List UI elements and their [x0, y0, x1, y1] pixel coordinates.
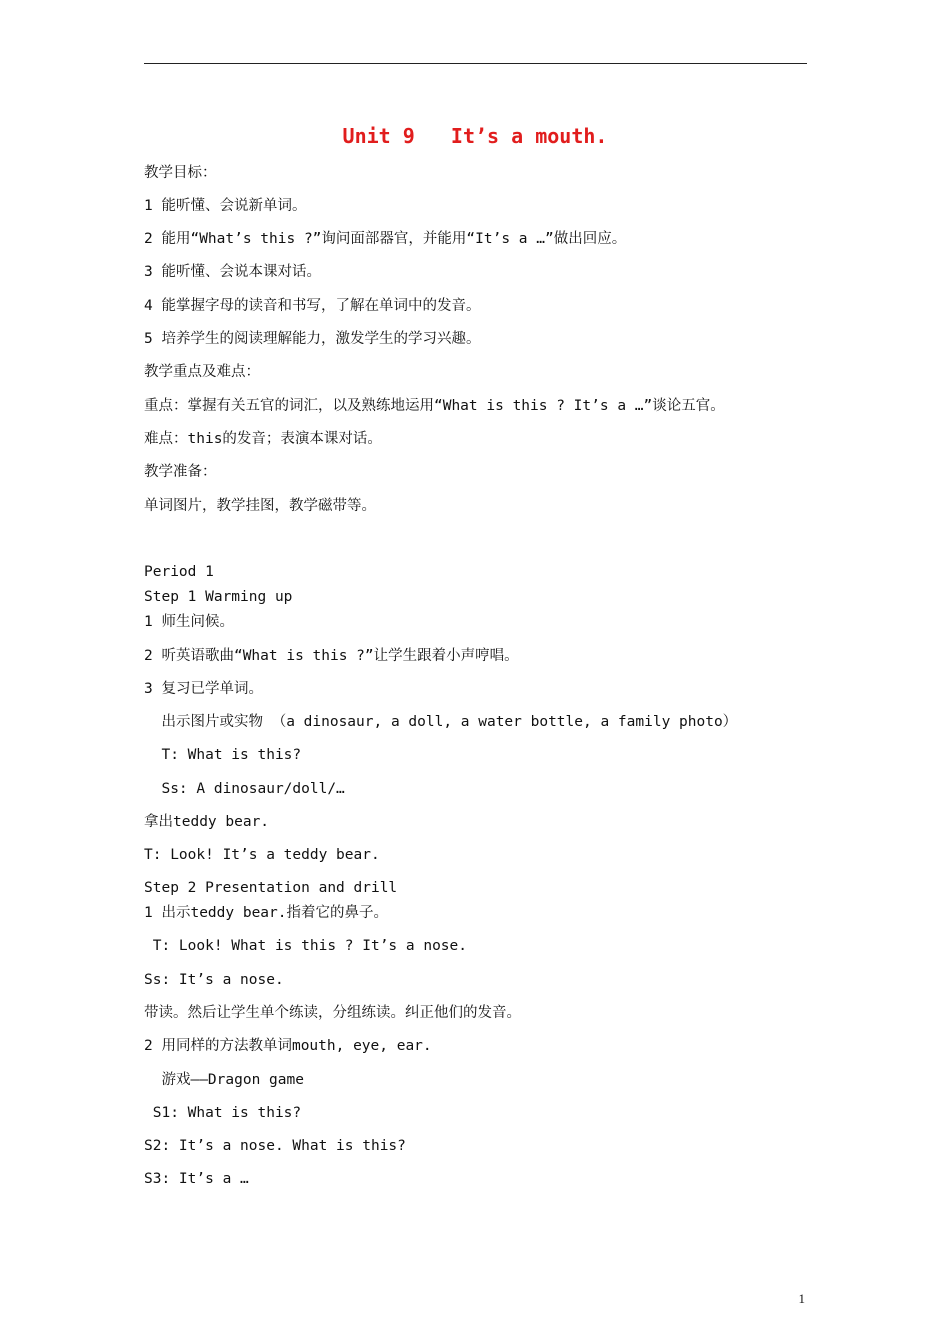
text-line: 4 能掌握字母的读音和书写，了解在单词中的发音。: [144, 298, 481, 314]
text-line: T: What is this?: [144, 747, 302, 763]
text-line: Ss: It’s a nose.: [144, 972, 284, 988]
text-line: 教学目标：: [144, 165, 217, 181]
text-line: 拿出teddy bear.: [144, 814, 270, 830]
text-line: 重点：掌握有关五官的词汇，以及熟练地运用“What is this ? It’s a …”谈论五官。: [144, 398, 725, 414]
text-line: T: Look! It’s a teddy bear.: [144, 847, 380, 863]
text-line: 单词图片，教学挂图，教学磁带等。: [144, 498, 376, 514]
text-line: 带读。然后让学生单个练读，分组练读。纠正他们的发音。: [144, 1005, 521, 1021]
text-line: 教学重点及难点：: [144, 364, 260, 380]
text-line: 3 能听懂、会说本课对话。: [144, 264, 321, 280]
text-line: 2 能用“What’s this ?”询问面部器官，并能用“It’s a …”做出回应。: [144, 231, 627, 247]
text-line: 2 听英语歌曲“What is this ?”让学生跟着小声哼唱。: [144, 648, 519, 664]
text-line: 出示图片或实物 （a dinosaur, a doll, a water bottle, a family photo）: [144, 714, 738, 730]
text-line: 1 能听懂、会说新单词。: [144, 198, 307, 214]
text-line: T: Look! What is this ? It’s a nose.: [144, 938, 468, 954]
text-line: S2: It’s a nose. What is this?: [144, 1138, 406, 1154]
text-line: 教学准备：: [144, 464, 217, 480]
text-line: S3: It’s a …: [144, 1171, 249, 1187]
text-line: 2 用同样的方法教单词mouth, eye, ear.: [144, 1038, 432, 1054]
text-line: 1 师生问候。: [144, 614, 234, 630]
text-line: 5 培养学生的阅读理解能力，激发学生的学习兴趣。: [144, 331, 481, 347]
text-line: 难点：this的发音；表演本课对话。: [144, 431, 382, 447]
document-title: Unit 9 It’s a mouth.: [342, 124, 608, 148]
text-line: 1 出示teddy bear.指着它的鼻子。: [144, 905, 388, 921]
text-line: Ss: A dinosaur/doll/…: [144, 781, 345, 797]
text-line: S1: What is this?: [144, 1105, 302, 1121]
header-rule: [144, 63, 807, 64]
text-line: Step 1 Warming up: [144, 589, 293, 605]
text-line: 3 复习已学单词。: [144, 681, 263, 697]
text-line: Step 2 Presentation and drill: [144, 880, 398, 896]
page-number: 1: [798, 1291, 805, 1306]
text-line: 游戏——Dragon game: [144, 1072, 304, 1088]
text-line: Period 1: [144, 564, 214, 580]
